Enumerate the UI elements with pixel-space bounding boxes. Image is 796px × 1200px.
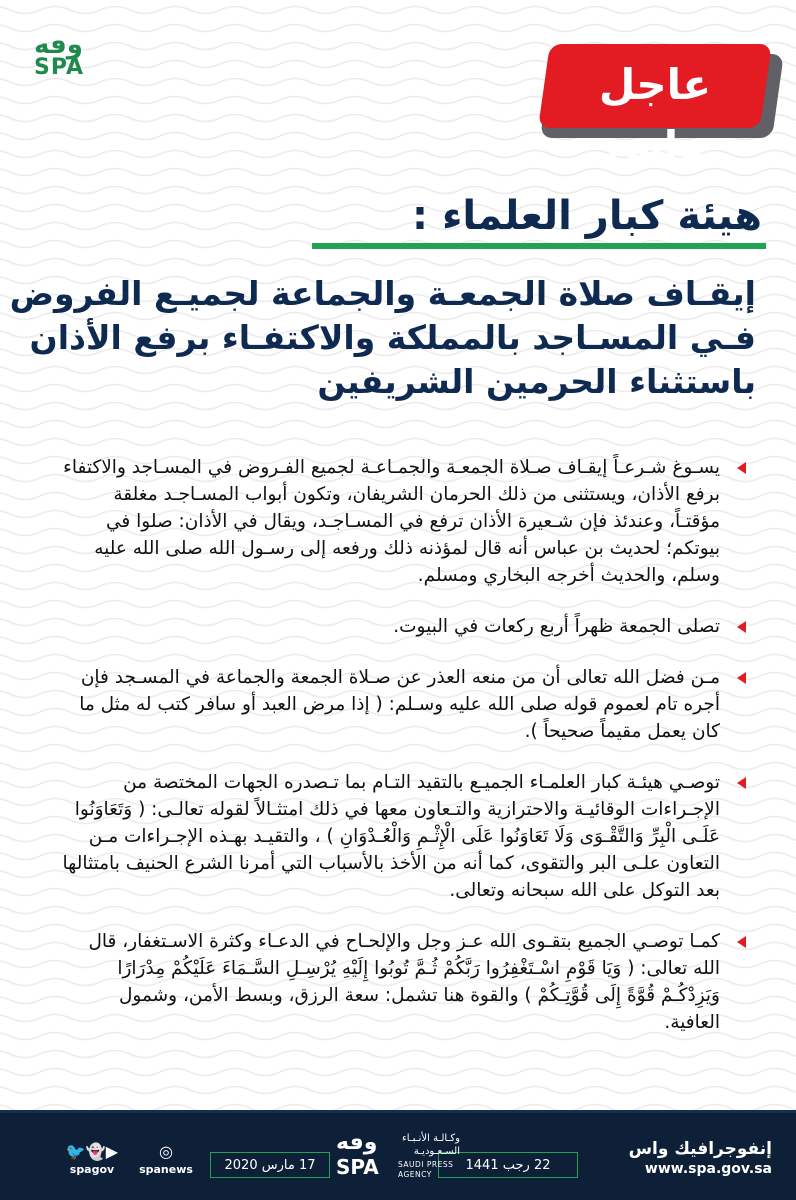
headline-line-1: إيقـاف صلاة الجمعـة والجماعة لجميـع الفروض <box>9 274 756 313</box>
footer-brand-label: إنفوجرافيك واس <box>628 1139 772 1159</box>
badge-label: عاجل واس <box>598 60 712 171</box>
bullet-triangle-icon <box>737 672 746 684</box>
wave-line <box>0 259 796 266</box>
bullet-triangle-icon <box>737 462 746 474</box>
statement-body <box>62 454 752 1060</box>
hijri-date: 22 رجب 1441 <box>438 1152 578 1178</box>
agency-logo <box>336 1130 460 1196</box>
agency-name-english: SAUDI PRESS AGENCY <box>398 1160 454 1179</box>
paragraph-1 <box>62 454 752 589</box>
wave-line <box>0 421 796 428</box>
instagram-icon: ◎ <box>159 1142 173 1161</box>
bullet-triangle-icon <box>737 777 746 789</box>
breaking-news-badge <box>542 44 770 171</box>
twitter-snapchat-youtube-icons: 🐦👻▶ <box>65 1142 119 1161</box>
paragraph-text: يسـوغ شـرعـاً إيقـاف صـلاة الجمعـة والجمـاعـة لجميع الفـروض في المسـاجد والاكتفاء برفع الأذان، ويستثنى من ذلك الحرمان الشريفان، وتكون أبواب المسـاجـد مغلقة مؤقتـاً، وعندئذ فإن شـعيرة الأذان ترفع في المسـاجـد، ويقال في الأذان: صلوا في بيوتكم؛ لحديث بن عباس أنه قال لمؤذنه ذلك ورفعه إلى رسـول الله صلى الله عليه وسلم، والحديث أخرجه البخاري ومسلم. <box>63 457 720 586</box>
headline-line-3: باستثناء الحرمين الشريفين <box>317 362 756 401</box>
paragraph-3 <box>62 664 752 745</box>
bullet-triangle-icon <box>737 621 746 633</box>
footer-divider <box>0 1110 796 1113</box>
social-handle: spanews <box>139 1163 193 1176</box>
footer-bar <box>0 1110 796 1200</box>
wave-line <box>0 1069 796 1076</box>
social-handle: spagov <box>69 1163 115 1176</box>
headline <box>9 272 756 404</box>
page-title: هيئة كبار العلماء : <box>412 193 762 239</box>
wave-line <box>0 439 796 446</box>
spa-logo-text: SPA <box>34 55 84 80</box>
bullet-triangle-icon <box>737 936 746 948</box>
paragraph-2 <box>62 613 752 640</box>
footer-website-link[interactable]: www.spa.gov.sa <box>644 1161 772 1177</box>
footer-brand <box>629 1138 772 1178</box>
paragraph-text: تصلى الجمعة ظهراً أربع ركعات في البيوت. <box>393 616 720 637</box>
wave-line <box>0 25 796 32</box>
social-spanews[interactable] <box>136 1142 196 1178</box>
paragraph-text: كمـا توصـي الجميع بتقـوى الله عـز وجل والإلحـاح في الدعـاء وكثرة الاسـتغفار، قال الله تعالى: ( وَيَا قَوْمِ اسْـتَغْفِرُوا رَبَّكُمْ ثُـمَّ تُوبُوا إِلَيْهِ يُرْسِـلِ السَّـمَاءَ عَلَيْكُمْ مِدْرَارًا وَيَزِدْكُـمْ قُوَّةً إِلَى قُوَّتِـكُمْ ) والقوة هنا تشمل: سعة الرزق، وبسط الأمن، وشمول العافية. <box>88 931 720 1033</box>
wave-line <box>0 1087 796 1094</box>
title-underline <box>312 243 766 249</box>
spa-logo <box>34 30 104 86</box>
gregorian-date: 17 مارس 2020 <box>210 1152 330 1178</box>
social-spagov[interactable] <box>60 1142 124 1178</box>
spa-logo-mark: وٯه <box>34 30 83 60</box>
wave-line <box>0 7 796 14</box>
paragraph-text: مـن فضل الله تعالى أن من منعه العذر عن صـلاة الجمعة والجماعة في المسـجد فإن أجره تام لعموم قوله صلى الله عليه وسـلم: ( إذا مرض العبد أو سافر كتب له مثل ما كان يعمل مقيماً صحيحاً ). <box>79 667 720 742</box>
agency-logo-spa: SPA <box>336 1155 379 1179</box>
paragraph-4 <box>62 769 752 904</box>
headline-line-2: فـي المسـاجد بالمملكة والاكتفـاء برفع الأذان <box>29 318 756 357</box>
paragraph-text: توصـي هيئـة كبار العلمـاء الجميـع بالتقيد التـام بما تـصدره الجهات المختصة من الإجـراءات الوقائيـة والاحترازية والتـعاون معها في ذلك امتثـالاً لقوله تعالـى: ( وَتَعَاوَنُوا عَلَـى الْبِرِّ وَالتَّقْـوَى وَلَا تَعَاوَنُوا عَلَى الْإِثْـمِ وَالْعُـدْوَانِ ) ، والتقيـد بهـذه الإجـراءات مـن التعاون علـى البر والتقوى، كما أنه من الأخذ بالأسباب التي أمرنا الشرع الحنيف بامتثالها بعد التوكل على الله سبحانه وتعالى. <box>62 772 720 901</box>
agency-logo-mark: وٯه <box>336 1130 378 1155</box>
paragraph-5 <box>62 928 752 1036</box>
agency-name-arabic: وكـالـة الأنـبـاء السـعـوديـة <box>402 1133 460 1157</box>
